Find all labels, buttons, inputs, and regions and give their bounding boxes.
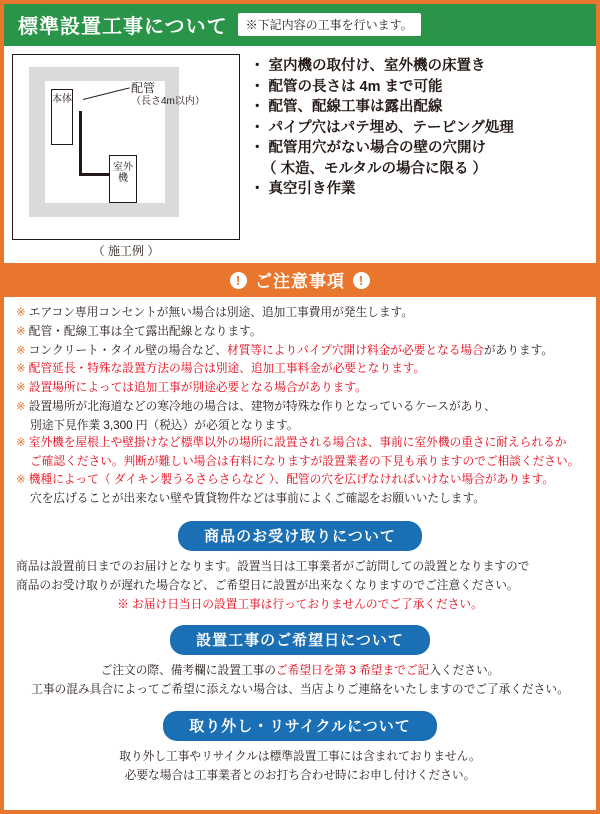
wall-top-shape <box>29 67 179 81</box>
section-line: 商品は設置前日までのお届けとなります。設置当日は工事業者がご訪問しての設置となりますので <box>16 559 530 573</box>
caution-note-continuation: 別途下見作業 3,300 円（税込）が必須となります。 <box>30 418 299 432</box>
info-sections <box>4 521 596 787</box>
section-line: 取り外し工事やリサイクルは標準設置工事には含まれておりません。 <box>119 750 481 764</box>
pipe-vertical-line <box>79 111 82 175</box>
diagram-frame <box>12 54 240 240</box>
caution-title: ご注意事項 <box>255 272 345 291</box>
section-title: 商品のお受け取りについて <box>178 521 422 551</box>
caution-note <box>16 304 584 322</box>
pipe-callout <box>131 81 205 109</box>
caution-note <box>16 471 584 489</box>
pipe-leader-line <box>83 87 130 100</box>
caution-notes <box>4 297 596 510</box>
section-line-text: 入ください。 <box>429 664 500 678</box>
note-marker: ※ <box>16 324 26 338</box>
bullet-item: ・ 配管、配線工事は露出配線 <box>250 99 443 116</box>
section-line: 商品のお受け取りが遅れた場合など、ご希望日に設置が出来なくなりますのでご注意ください。 <box>16 578 519 592</box>
outdoor-unit-label: 室外機 <box>109 155 137 203</box>
pipe-callout-sub: （長さ4m以内） <box>131 96 205 107</box>
note-marker: ※ <box>16 399 26 413</box>
exclamation-icon: ! <box>230 272 247 289</box>
section-header <box>4 711 596 741</box>
indoor-unit-label: 本体 <box>51 89 73 145</box>
note-marker: ※ <box>16 436 26 450</box>
section-title: 設置工事のご希望日について <box>170 625 430 655</box>
note-text: コンクリート・タイル壁の場合など、 <box>28 343 228 357</box>
section-header <box>4 625 596 655</box>
note-text: 配管・配線工事は全て露出配線となります。 <box>28 324 262 338</box>
note-text: 材質等によりパイプ穴開け料金が必要となる場合 <box>227 343 484 357</box>
wall-left-shape <box>29 67 45 217</box>
bullet-sub-item: （ 木造、モルタルの場合に限る ） <box>262 160 487 177</box>
pipe-callout-title: 配管 <box>131 81 156 95</box>
section-line <box>16 662 584 681</box>
section-header <box>4 521 596 551</box>
section-title: 取り外し・リサイクルについて <box>163 711 437 741</box>
bullet-item: ・ パイプ穴はパテ埋め、テーピング処理 <box>250 119 514 136</box>
diagram-caption: （ 施工例 ） <box>92 244 160 258</box>
caution-note <box>16 360 584 378</box>
section-line-emphasis: ご希望日を第 3 希望までご記 <box>275 664 430 678</box>
note-marker: ※ <box>16 306 26 319</box>
bullet-item: ・ 真空引き作業 <box>250 181 356 198</box>
note-marker: ※ <box>16 473 26 487</box>
note-text: 機種によって（ ダイキン製うるさらさらなど ）、配管の穴を広げなければいけない場合があります。 <box>28 473 555 487</box>
note-marker: ※ <box>16 343 26 357</box>
section-body <box>4 662 596 700</box>
note-text: 配管延長・特殊な設置方法の場合は別途、追加工事料金が必要となります。 <box>28 362 426 376</box>
note-text: 設置場所が北海道などの寒冷地の場合は、建物が特殊な作りとなっているケースがあり、 <box>28 399 496 413</box>
caution-note <box>16 342 584 360</box>
note-text: 室外機を屋根上や壁掛けなど標準以外の場所に設置される場合は、事前に室外機の重さに耐えられるか <box>28 436 567 450</box>
caution-note-continuation: 穴を広げることが出来ない壁や賃貸物件などは事前によくご確認をお願いいたします。 <box>30 491 485 505</box>
section-line: 必要な場合は工事業者とのお打ち合わせ時にお申し付けください。 <box>124 769 476 783</box>
section-line-text: ご注文の際、備考欄に設置工事の <box>100 664 276 678</box>
note-marker: ※ <box>16 362 26 376</box>
page-title: 標準設置工事について <box>18 16 228 38</box>
note-marker: ※ <box>16 381 26 395</box>
caution-note-continuation: ご確認ください。判断が難しい場合は有料になりますが設置業者の下見も承りますのでご相談ください。 <box>30 455 580 469</box>
note-text: エアコン専用コンセントが無い場合は別途、追加工事費用が発生します。 <box>28 306 413 319</box>
bullet-item: ・ 配管の長さは 4m まで可能 <box>250 78 443 95</box>
installation-diagram <box>12 54 240 259</box>
note-text: があります。 <box>483 343 554 357</box>
overview-section <box>4 46 596 263</box>
header-note: ※下記内容の工事を行います。 <box>238 13 421 36</box>
caution-note <box>16 323 584 341</box>
caution-note <box>16 379 584 397</box>
section-line: ※ お届け日当日の設置工事は行っておりませんのでご了承ください。 <box>117 597 483 611</box>
pipe-horizontal-line <box>79 173 111 176</box>
caution-band <box>4 263 596 297</box>
note-text: 設置場所によっては追加工事が別途必要となる場合があります。 <box>28 381 367 395</box>
exclamation-icon: ! <box>353 272 370 289</box>
bullet-item: ・ 配管用穴がない場合の壁の穴開け <box>250 140 487 157</box>
page-header <box>4 4 596 46</box>
bullet-list <box>246 54 588 259</box>
caution-note <box>16 434 584 452</box>
caution-note <box>16 398 584 416</box>
section-body <box>4 748 596 786</box>
section-line: 工事の混み具合によってご希望に添えない場合は、当店よりご連絡をいたしますのでご了承ください。 <box>31 683 569 697</box>
bullet-item: ・ 室内機の取付け、室外機の床置き <box>250 58 486 74</box>
section-body <box>4 558 596 615</box>
floor-shape <box>29 203 179 217</box>
